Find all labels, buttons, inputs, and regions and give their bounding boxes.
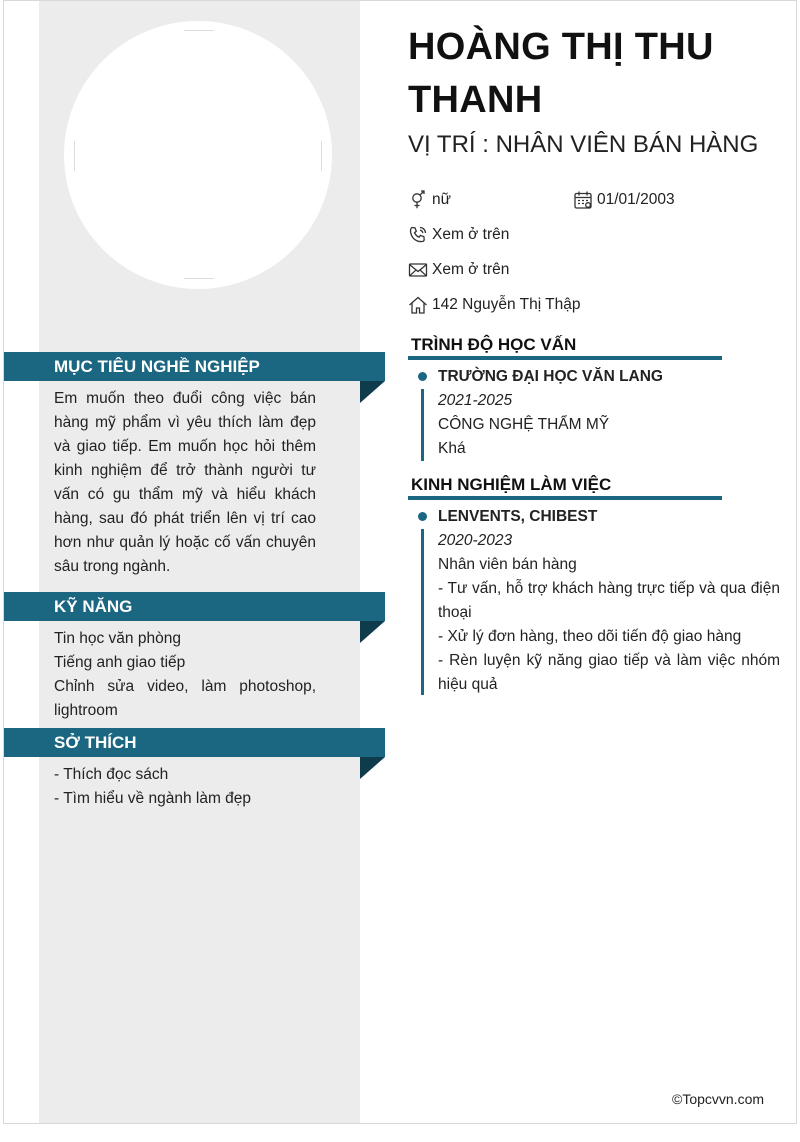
skill-item: Tin học văn phòng [54, 630, 181, 647]
phone-info[interactable] [408, 224, 509, 246]
timeline-dot [418, 512, 427, 521]
gender-icon [408, 190, 428, 210]
objective-heading-fold [360, 381, 385, 403]
timeline-bar [421, 529, 424, 695]
education-major: CÔNG NGHỆ THẨM MỸ [438, 416, 610, 433]
gender-info [408, 189, 451, 211]
skills-heading: KỸ NĂNG [4, 592, 385, 621]
cv-page [3, 0, 797, 1124]
email-value: Xem ở trên [432, 261, 510, 278]
avatar-crop-mark [184, 30, 214, 31]
mail-icon [408, 260, 428, 280]
birthdate-value: 01/01/2003 [597, 191, 675, 208]
education-grade: Khá [438, 440, 466, 457]
skills-list [54, 627, 316, 723]
avatar-crop-mark [321, 141, 322, 171]
objective-heading: MỤC TIÊU NGHỀ NGHIỆP [4, 352, 385, 381]
education-entry [408, 365, 780, 461]
skill-item: Tiếng anh giao tiếp [54, 654, 186, 671]
birthdate-info [573, 189, 675, 211]
duty-item: - Xử lý đơn hàng, theo dõi tiến độ giao hàng [438, 628, 742, 645]
duty-item: - Rèn luyện kỹ năng giao tiếp và làm việc nhóm hiệu quả [438, 652, 780, 693]
email-info[interactable] [408, 259, 509, 281]
experience-heading: KINH NGHIỆM LÀM VIỆC [408, 474, 722, 500]
hobbies-list [54, 763, 316, 811]
experience-period: 2020-2023 [438, 532, 513, 549]
avatar-crop-mark [184, 278, 214, 279]
company-name: LENVENTS, CHIBEST [438, 508, 598, 525]
calendar-icon [573, 190, 593, 210]
timeline-bar [421, 389, 424, 461]
footer-credit: ©Topcvvn.com [672, 1091, 765, 1107]
hobbies-heading: SỞ THÍCH [4, 728, 385, 757]
school-name: TRƯỜNG ĐẠI HỌC VĂN LANG [438, 368, 663, 385]
job-position: VỊ TRÍ : NHÂN VIÊN BÁN HÀNG [408, 131, 759, 158]
candidate-name: HOÀNG THỊ THU THANH [408, 26, 714, 121]
phone-value: Xem ở trên [432, 226, 510, 243]
hobby-item: - Tìm hiểu về ngành làm đẹp [54, 790, 252, 807]
hobby-item: - Thích đọc sách [54, 766, 169, 783]
education-heading: TRÌNH ĐỘ HỌC VẤN [408, 334, 722, 360]
objective-text: Em muốn theo đuổi công việc bán hàng mỹ phẩm vì yêu thích làm đẹp và giao tiếp. Em muốn học hỏi thêm kinh nghiệm để trở thành người tư vấn có gu thẩm mỹ và hiểu khách hàng, sau đó phát triển lên vị trí cao hơn như quản lý hoặc cố vấn chuyên sâu trong ngành. [54, 390, 316, 575]
phone-icon [408, 225, 428, 245]
duty-item: - Tư vấn, hỗ trợ khách hàng trực tiếp và qua điện thoại [438, 580, 780, 621]
address-value: 142 Nguyễn Thị Thập [432, 296, 581, 313]
avatar[interactable] [64, 21, 332, 289]
education-period: 2021-2025 [438, 392, 513, 409]
avatar-crop-mark [74, 141, 75, 171]
skill-item: Chỉnh sửa video, làm photoshop, lightroom [54, 678, 316, 719]
experience-role: Nhân viên bán hàng [438, 556, 577, 573]
address-info [408, 294, 581, 316]
timeline-dot [418, 372, 427, 381]
gender-value: nữ [432, 191, 451, 208]
home-icon [408, 295, 428, 315]
hobbies-heading-fold [360, 757, 385, 779]
skills-heading-fold [360, 621, 385, 643]
experience-entry [408, 505, 780, 697]
